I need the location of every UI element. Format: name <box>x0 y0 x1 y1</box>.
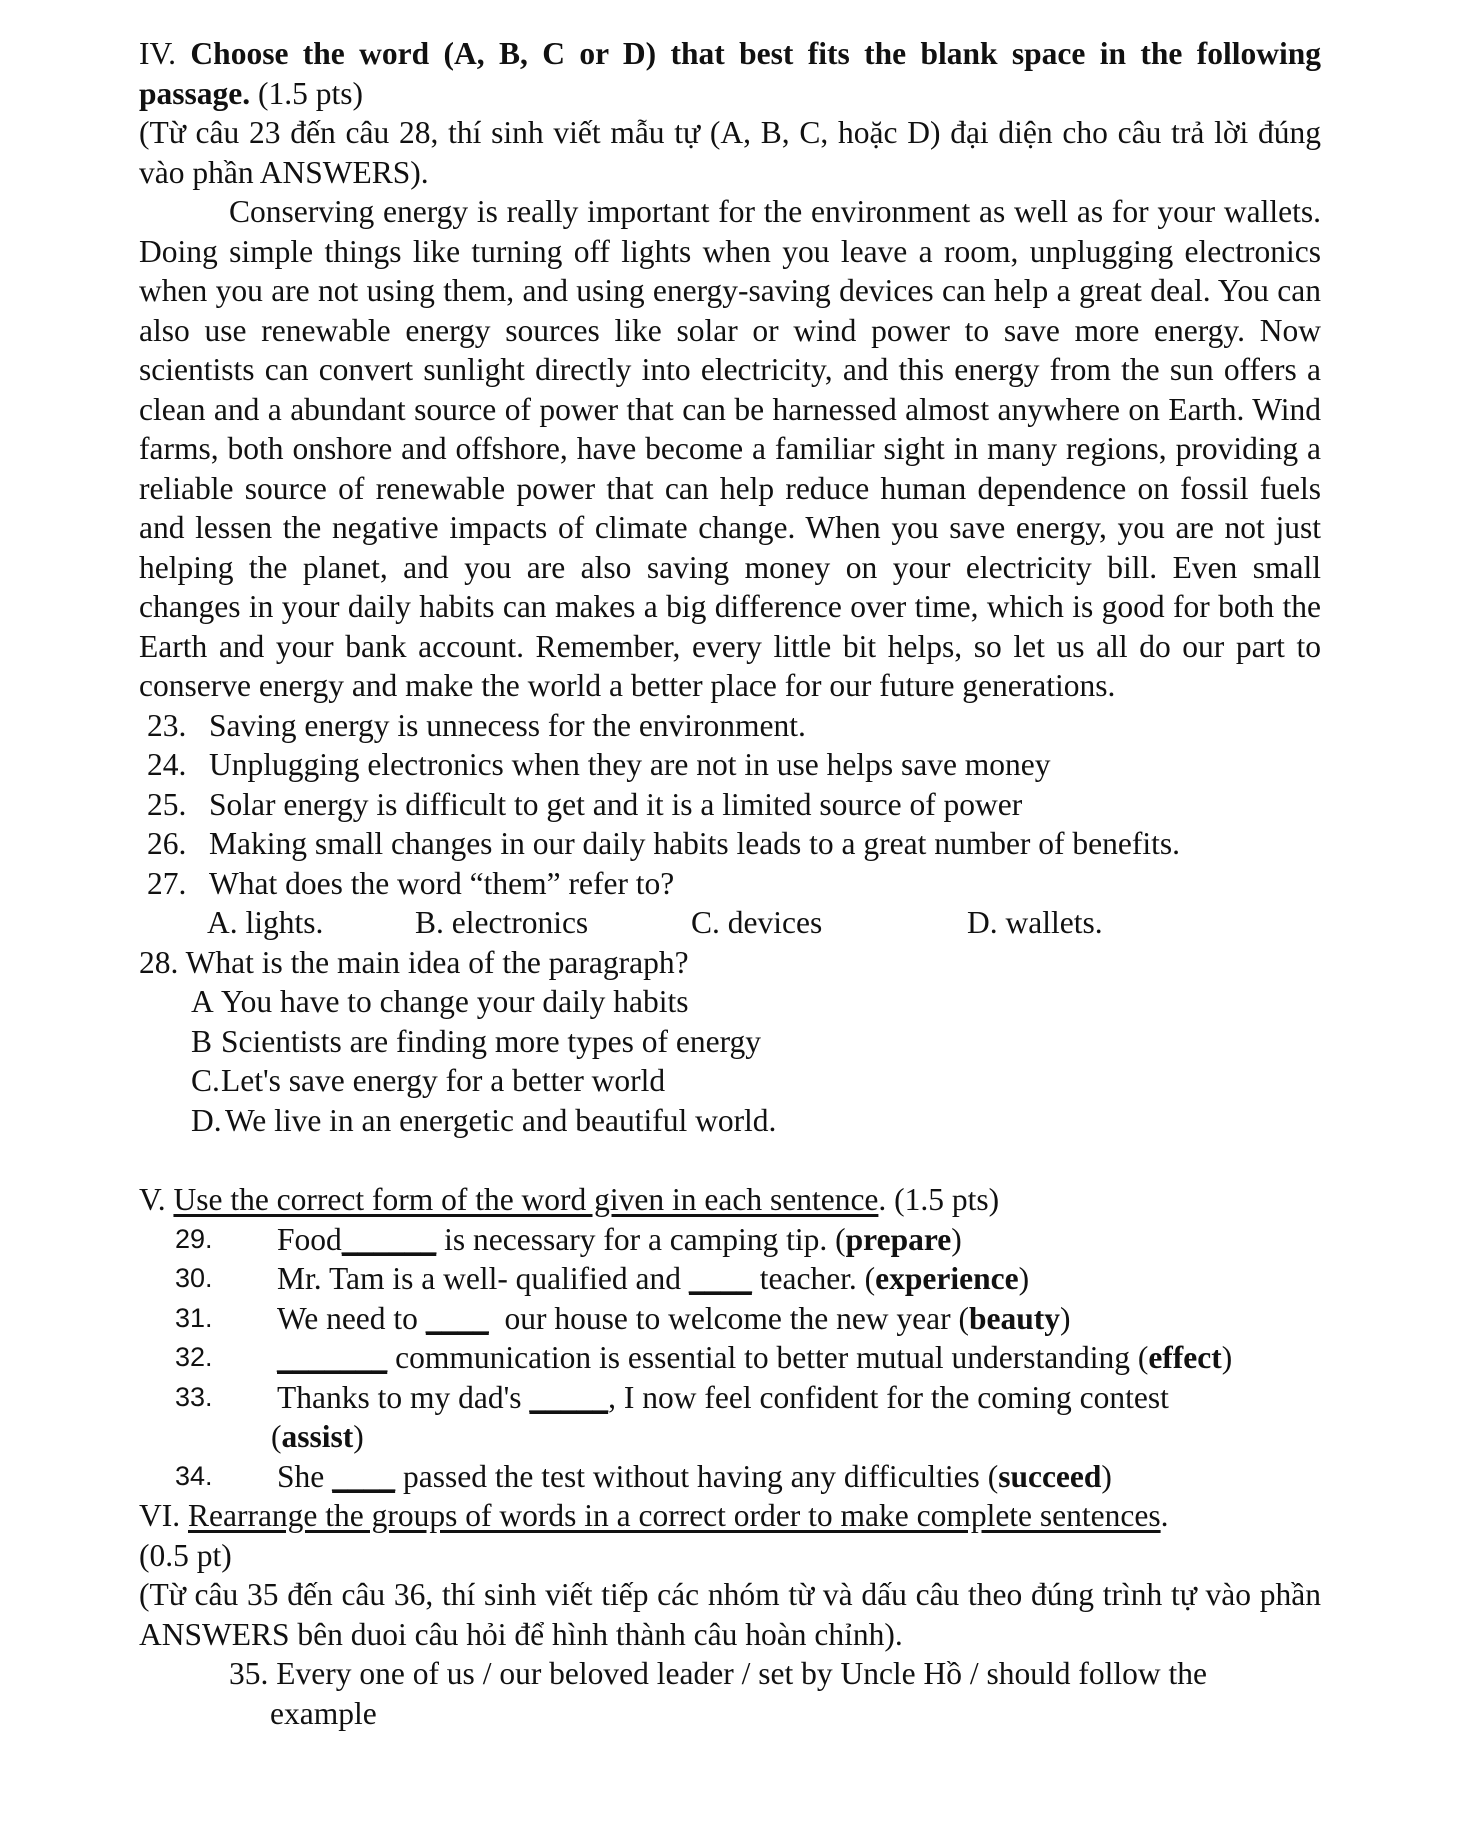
item-number: 34. <box>175 1460 213 1491</box>
item-after: communication is essential to better mutual understanding ( <box>387 1340 1149 1375</box>
option-text: You have to change your daily habits <box>221 984 689 1019</box>
item-number: 33. <box>175 1381 213 1412</box>
answer-blank: ______ <box>341 1221 437 1257</box>
option-text: Scientists are finding more types of energy <box>221 1023 762 1059</box>
item-before: We need to <box>277 1300 426 1336</box>
item-after: , I now feel confident for the coming contest <box>608 1379 1169 1415</box>
question-number: 27. <box>147 865 187 901</box>
reading-passage: Conserving energy is really important for the environment as well as for your wallets. Doing simple things like turning off lights when you leave a room, unplugging electronics when you are not using them, and using energy-saving devices can help a great deal. You can also use renewable energy sources like solar or wind power to save more energy. Now scientists can convert sunlight directly into electricity, and this energy from the sun offers a clean and a abundant source of power that can be harnessed almost anywhere on Earth. Wind farms, both onshore and offshore, have become a familiar sight in many regions, providing a reliable source of renewable power that can help reduce human dependence on fossil fuels and lessen the negative impacts of climate change. When you save energy, you are not just helping the planet, and you are also saving money on your electricity bill. Even small changes in your daily habits can makes a big difference over time, which is good for both the Earth and your bank account. Remember, every little bit helps, so let us all do our part to conserve energy and make the world a better place for our future generations. <box>139 194 1321 703</box>
question-text: Making small changes in our daily habits leads to a great number of benefits. <box>209 826 1180 861</box>
question-item <box>139 706 1321 746</box>
answer-blank: ____ <box>688 1261 752 1296</box>
section-6-heading-end: . <box>1160 1498 1169 1533</box>
item-before: Food <box>277 1221 342 1257</box>
root-word: beauty <box>969 1300 1061 1336</box>
q27-option-c: C. devices <box>691 905 823 940</box>
option-letter: D. <box>191 1102 222 1138</box>
section-4-instruction: (Từ câu 23 đến câu 28, thí sinh viết mẫu tự (A, B, C, hoặc D) đại diện cho câu trả lời đúng vào phần ANSWERS). <box>139 115 1321 190</box>
word-form-item <box>139 1338 1321 1378</box>
root-word: experience <box>875 1261 1019 1296</box>
root-word: assist <box>281 1419 354 1454</box>
q27-option-d: D. wallets. <box>967 905 1103 940</box>
section-6-roman: VI. <box>139 1498 188 1533</box>
item-close: ) <box>1060 1300 1071 1336</box>
q28-option-a <box>139 982 1321 1022</box>
question-text: Solar energy is difficult to get and it is a limited source of power <box>209 786 1023 822</box>
q27-option-b: B. electronics <box>415 905 589 940</box>
item-before: She <box>277 1458 333 1494</box>
question-number: 26. <box>147 826 187 861</box>
question-number: 23. <box>147 707 187 743</box>
section-5-heading <box>139 1180 1321 1220</box>
item-number: 31. <box>175 1302 213 1333</box>
question-item <box>139 824 1321 864</box>
question-number: 25. <box>147 786 187 822</box>
word-form-item <box>139 1220 1321 1260</box>
word-form-item <box>139 1378 1321 1418</box>
root-word: effect <box>1148 1340 1222 1375</box>
question-text: What does the word “them” refer to? <box>209 865 675 901</box>
question-item <box>139 864 1321 904</box>
q28-option-c <box>139 1061 1321 1101</box>
option-letter: C. <box>191 1063 220 1098</box>
item-after: is necessary for a camping tip. ( <box>436 1221 846 1257</box>
q27-option-a: A. lights. <box>207 905 324 940</box>
section-4-title: Choose the word (A, B, C or D) that best fits the blank space in the following passage. <box>139 36 1321 111</box>
section-5-roman: V. <box>139 1182 174 1217</box>
section-4-heading <box>139 34 1321 113</box>
q28-option-b <box>139 1022 1321 1062</box>
item-before: Mr. Tam is a well- qualified and <box>277 1261 689 1296</box>
item-before: Thanks to my dad's <box>277 1379 530 1415</box>
question-list <box>139 706 1321 904</box>
q35-question: 35. Every one of us / our beloved leader / set by Uncle Hồ / should follow the <box>229 1656 1208 1691</box>
question-number: 24. <box>147 747 187 782</box>
section-4-points: (1.5 pts) <box>250 75 364 111</box>
option-letter: A <box>191 984 214 1019</box>
q28-question: 28. What is the main idea of the paragraph? <box>139 944 689 980</box>
section-6-points: (0.5 pt) <box>139 1537 232 1573</box>
q28-option-d <box>139 1101 1321 1141</box>
option-text: Let's save energy for a better world <box>221 1063 666 1098</box>
section-6-instruction: (Từ câu 35 đến câu 36, thí sinh viết tiếp các nhóm từ và dấu câu theo đúng trình tự vào phần ANSWERS bên duoi câu hỏi để hình thành câu hoàn chỉnh). <box>139 1577 1321 1652</box>
q27-options <box>139 903 1321 943</box>
word-form-item <box>139 1457 1321 1497</box>
section-5-title: Use the correct form of the word given in each sentence <box>173 1182 879 1217</box>
item-after: passed the test without having any difficulties ( <box>395 1458 999 1494</box>
item-after: our house to welcome the new year ( <box>488 1300 969 1336</box>
item-close: ) <box>1018 1261 1030 1296</box>
item-close: ) <box>1221 1340 1233 1375</box>
word-form-item <box>139 1299 1321 1339</box>
option-text: We live in an energetic and beautiful world. <box>225 1102 777 1138</box>
q35-continuation: example <box>270 1695 377 1731</box>
word-form-item-continuation <box>139 1417 1321 1457</box>
root-word: prepare <box>845 1221 952 1257</box>
question-text: Saving energy is unnecess for the environment. <box>209 707 806 743</box>
option-letter: B <box>191 1023 213 1059</box>
section-4-roman: IV. <box>139 36 191 71</box>
worksheet-page <box>139 34 1321 1733</box>
item-number: 30. <box>175 1263 213 1293</box>
answer-blank: ____ <box>332 1458 396 1494</box>
word-form-list <box>139 1220 1321 1497</box>
answer-blank: _____ <box>529 1379 609 1415</box>
item-close: ) <box>951 1221 962 1257</box>
item-number: 29. <box>175 1223 213 1254</box>
question-item <box>139 745 1321 785</box>
section-5-points: . (1.5 pts) <box>878 1182 1000 1217</box>
section-6-heading <box>139 1496 1321 1536</box>
answer-blank: _______ <box>277 1340 388 1375</box>
item-close: ) <box>1101 1458 1112 1494</box>
item-number: 32. <box>175 1342 213 1372</box>
word-form-item <box>139 1259 1321 1299</box>
paren-open: ( <box>271 1419 282 1454</box>
item-after: teacher. ( <box>751 1261 876 1296</box>
paren-close: ) <box>353 1419 364 1454</box>
answer-blank: ____ <box>425 1300 489 1336</box>
question-text: Unplugging electronics when they are not in use helps save money <box>209 747 1051 782</box>
question-item <box>139 785 1321 825</box>
section-6-title: Rearrange the groups of words in a correct order to make complete sentences <box>188 1498 1161 1533</box>
root-word: succeed <box>998 1458 1102 1494</box>
